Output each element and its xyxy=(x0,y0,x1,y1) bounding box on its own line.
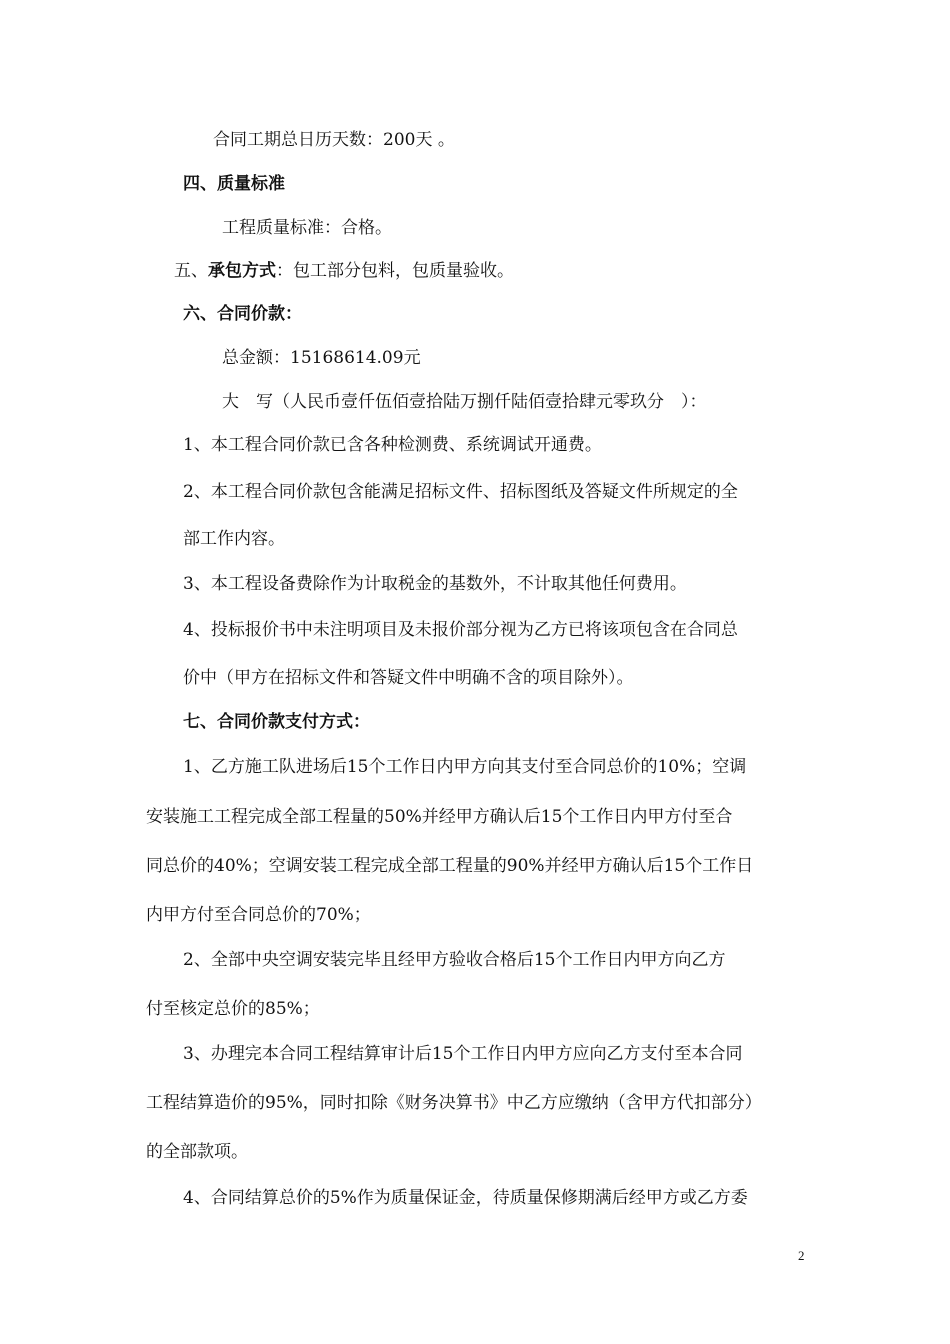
clause-7-1-line2: 安装施工工程完成全部工程量的50%并经甲方确认后15个工作日内甲方付至合 xyxy=(146,807,733,827)
section-4-title: 四、质量标准 xyxy=(183,174,285,194)
clause-6-4-line2: 价中（甲方在招标文件和答疑文件中明确不含的项目除外）。 xyxy=(183,668,634,688)
duration-line: 合同工期总日历天数：200天 。 xyxy=(213,130,455,150)
clause-6-1: 1、本工程合同价款已含各种检测费、系统调试开通费。 xyxy=(183,435,602,455)
clause-6-3: 3、本工程设备费除作为计取税金的基数外，不计取其他任何费用。 xyxy=(183,574,687,594)
clause-7-2-line1: 2、全部中央空调安装完毕且经甲方验收合格后15个工作日内甲方向乙方 xyxy=(183,950,726,970)
clause-7-3-line3: 的全部款项。 xyxy=(146,1142,248,1162)
clause-7-1-line4: 内甲方付至合同总价的70%； xyxy=(146,905,371,925)
clause-7-4-line1: 4、合同结算总价的5%作为质量保证金，待质量保修期满后经甲方或乙方委 xyxy=(183,1188,748,1208)
clause-7-1-line3: 同总价的40%；空调安装工程完成全部工程量的90%并经甲方确认后15个工作日 xyxy=(146,856,754,876)
section-6-title: 六、合同价款： xyxy=(183,304,302,324)
section-5-label: 承包方式 xyxy=(208,261,276,281)
clause-7-3-line2: 工程结算造价的95%，同时扣除《财务决算书》中乙方应缴纳（含甲方代扣部分） xyxy=(146,1093,762,1113)
amount-in-words: 大 写（人民币壹仟伍佰壹拾陆万捌仟陆佰壹拾肆元零玖分 ）： xyxy=(222,392,707,412)
clause-6-2-line2: 部工作内容。 xyxy=(183,529,285,549)
section-5-line xyxy=(174,259,514,283)
section-5-prefix: 五、 xyxy=(174,261,208,281)
clause-7-1-line1: 1、乙方施工队进场后15个工作日内甲方向其支付至合同总价的10%；空调 xyxy=(183,757,747,777)
section-5-rest: ：包工部分包料，包质量验收。 xyxy=(276,261,514,281)
total-amount: 总金额：15168614.09元 xyxy=(222,348,421,368)
clause-7-3-line1: 3、办理完本合同工程结算审计后15个工作日内甲方应向乙方支付至本合同 xyxy=(183,1044,743,1064)
section-4-body: 工程质量标准：合格。 xyxy=(222,218,392,238)
clause-6-4-line1: 4、投标报价书中未注明项目及未报价部分视为乙方已将该项包含在合同总 xyxy=(183,620,738,640)
section-7-title: 七、合同价款支付方式： xyxy=(183,712,370,732)
clause-6-2-line1: 2、本工程合同价款包含能满足招标文件、招标图纸及答疑文件所规定的全 xyxy=(183,482,738,502)
page-number: 2 xyxy=(798,1248,805,1263)
clause-7-2-line2: 付至核定总价的85%； xyxy=(146,999,320,1019)
